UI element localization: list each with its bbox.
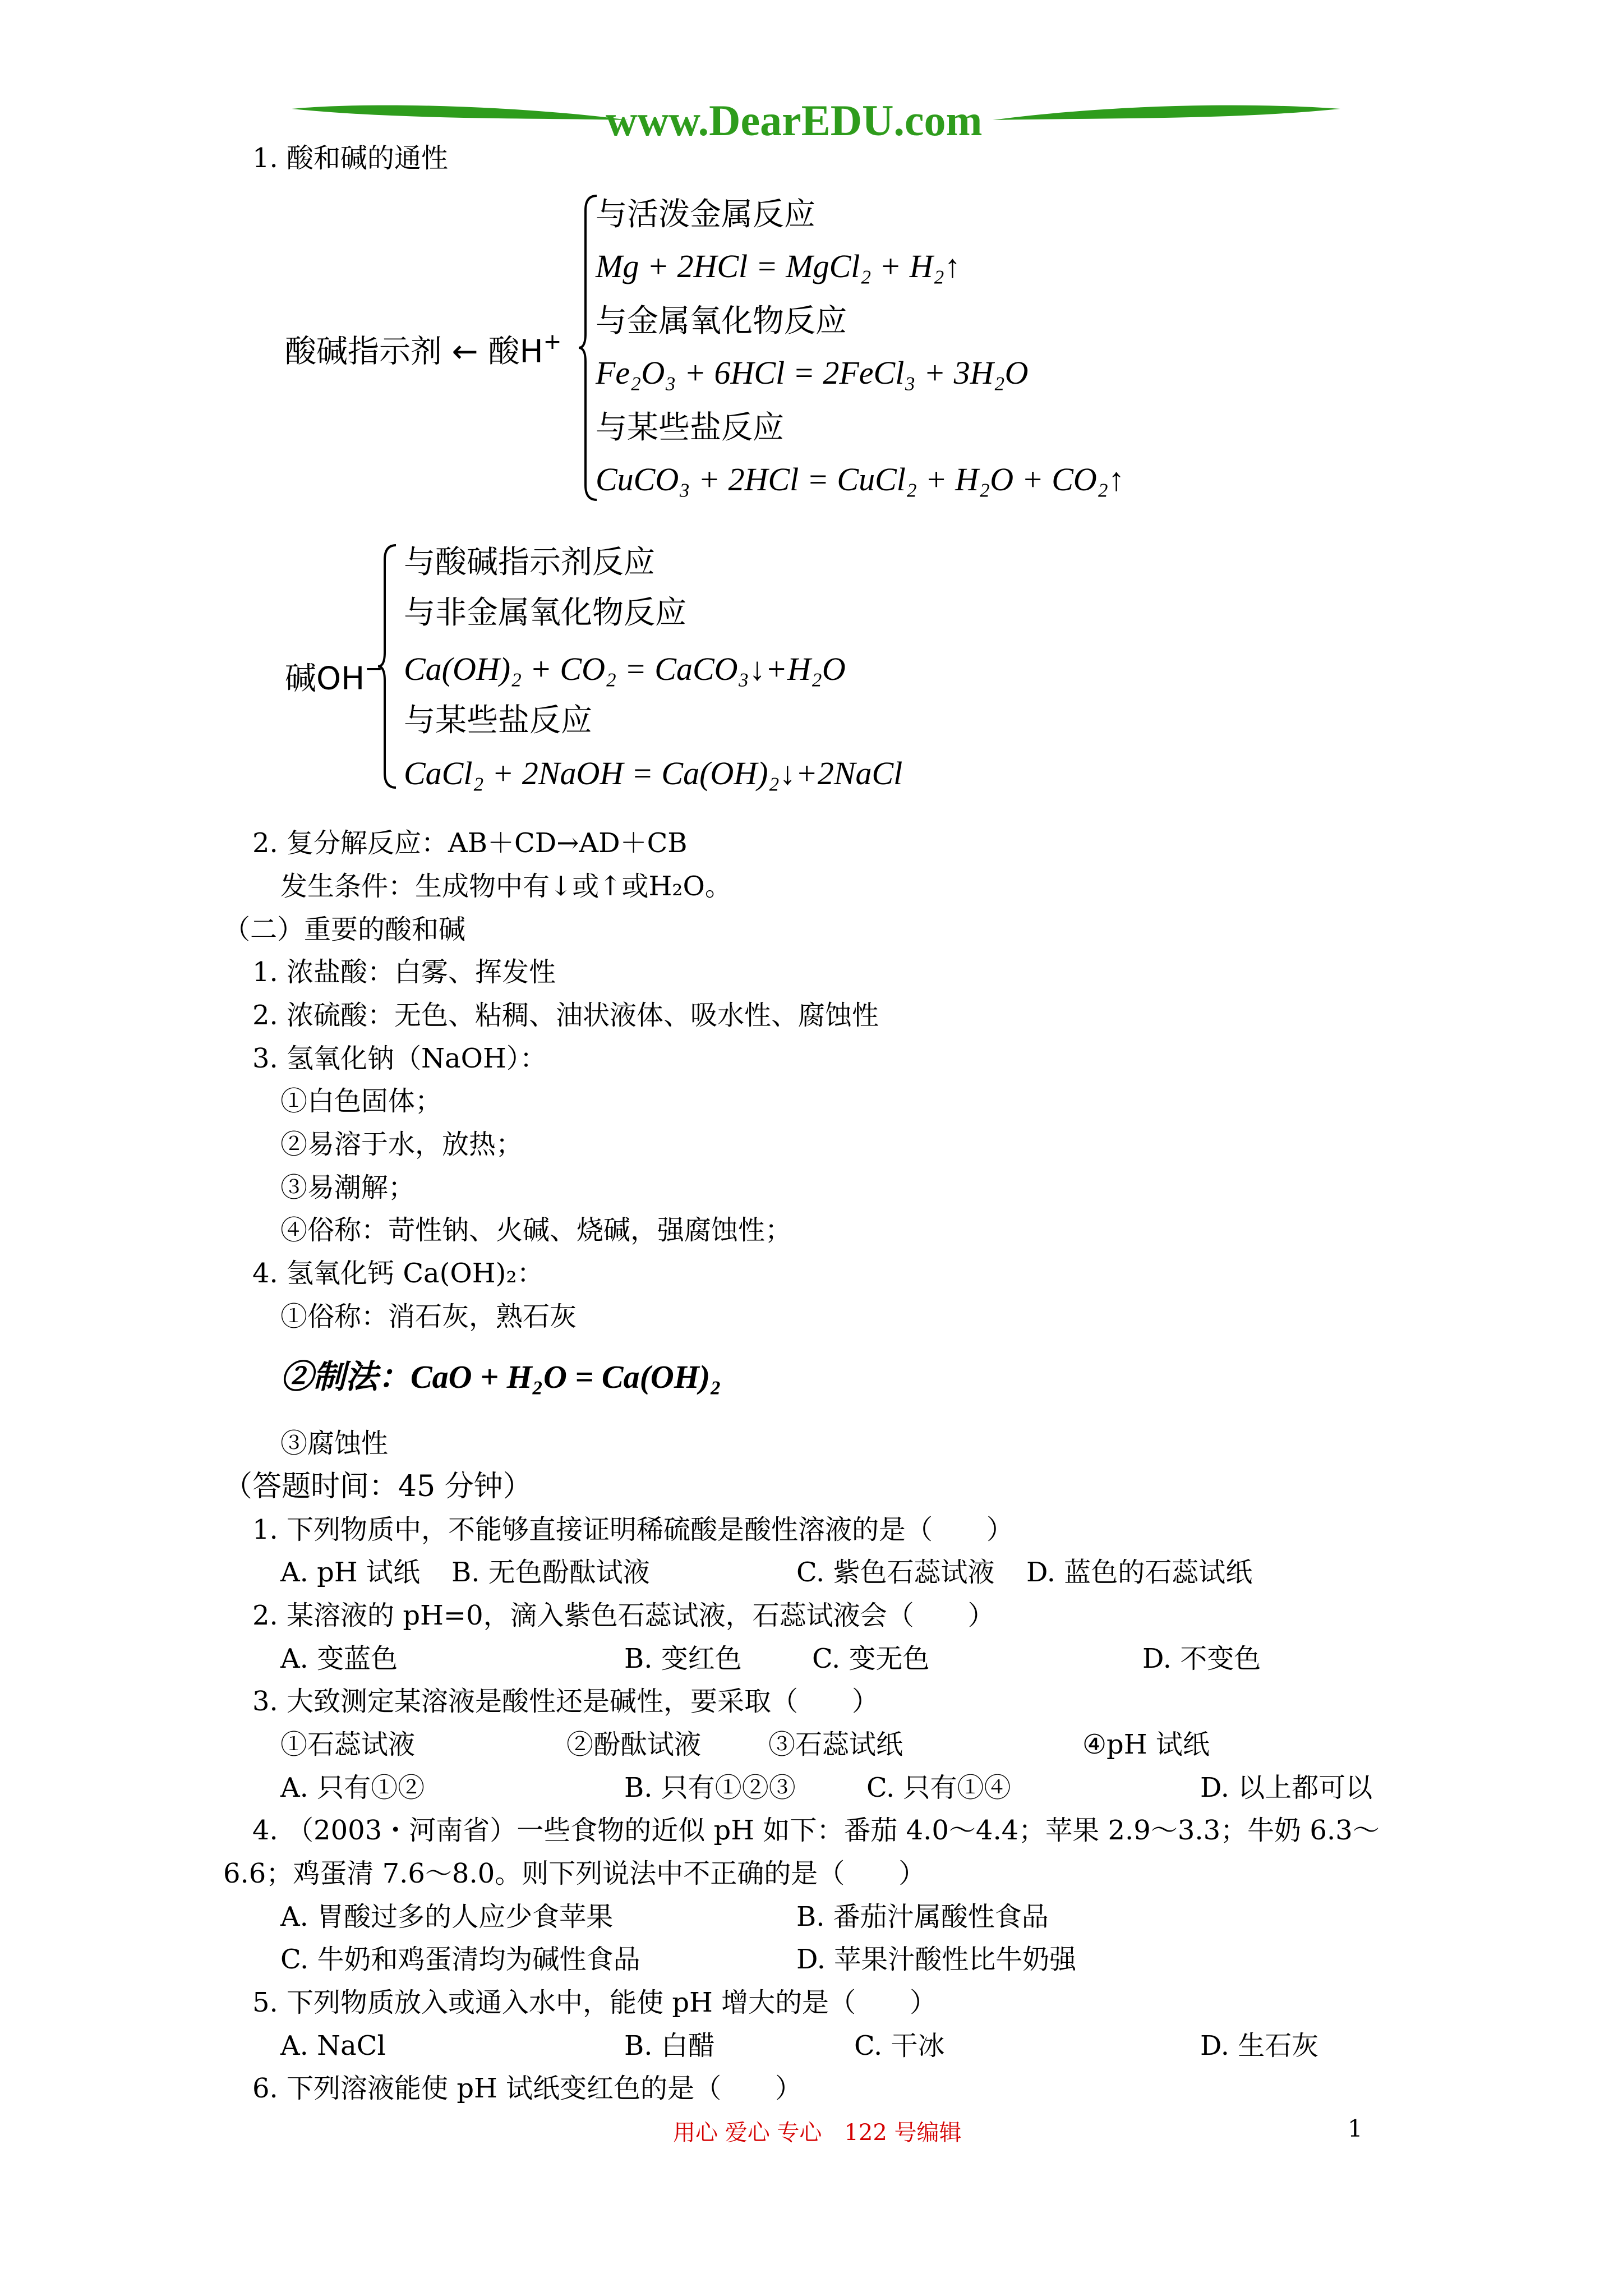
- q1-option-b[interactable]: B. 无色酚酞试液: [451, 1557, 650, 1588]
- q3-stem: 3. 大致测定某溶液是酸性还是碱性，要采取（ ）: [252, 1686, 879, 1717]
- base-eq-2: CaCl₂ + 2NaOH = Ca(OH)₂↓+2NaCl: [404, 755, 903, 792]
- acid-left-text: 酸碱指示剂 ← 酸H: [285, 333, 543, 370]
- q3-sub-4: ④pH 试纸: [1082, 1729, 1210, 1760]
- q4-option-a[interactable]: A. 胃酸过多的人应少食苹果: [280, 1901, 614, 1932]
- base-item-2: 与非金属氧化物反应: [404, 595, 686, 631]
- caoh2-prop-3: ③腐蚀性: [280, 1428, 389, 1459]
- q1-option-d[interactable]: D. 蓝色的石蕊试纸: [1026, 1557, 1253, 1588]
- naoh-prop-1: ①白色固体；: [280, 1085, 442, 1117]
- q4-option-d[interactable]: D. 苹果汁酸性比牛奶强: [796, 1944, 1077, 1975]
- hcl-line: 1. 浓盐酸：白雾、挥发性: [252, 956, 556, 988]
- base-left-label: [285, 650, 383, 699]
- page-number: 1: [1348, 2115, 1363, 2142]
- q3-sub-3: ③石蕊试纸: [768, 1729, 903, 1760]
- q4-option-b[interactable]: B. 番茄汁属酸性食品: [796, 1901, 1049, 1932]
- q5-option-b[interactable]: B. 白醋: [624, 2030, 715, 2062]
- base-eq-1: Ca(OH)₂ + CO₂ = CaCO₃↓+H₂O: [404, 651, 846, 687]
- q5-option-c[interactable]: C. 干冰: [854, 2030, 945, 2062]
- base-left-text: 碱OH: [285, 660, 365, 697]
- q2-stem: 2. 某溶液的 pH=0，滴入紫色石蕊试液，石蕊试液会（ ）: [252, 1600, 995, 1631]
- acid-charge: +: [543, 329, 562, 355]
- base-item-3: 与某些盐反应: [404, 702, 592, 739]
- q3-option-a[interactable]: A. 只有①②: [280, 1772, 425, 1803]
- caoh2-prop-1: ①俗称：消石灰，熟石灰: [280, 1301, 577, 1332]
- acid-eq-1: Mg + 2HCl = MgCl₂ + H₂↑: [596, 248, 961, 284]
- acid-brace: [578, 194, 600, 502]
- base-charge: −: [365, 656, 384, 682]
- site-title[interactable]: www.DearEDU.com: [606, 96, 983, 145]
- q6-stem: 6. 下列溶液能使 pH 试纸变红色的是（ ）: [252, 2073, 803, 2104]
- base-brace: [377, 543, 399, 790]
- q1-option-c[interactable]: C. 紫色石蕊试液: [796, 1557, 995, 1588]
- header-swoosh-right: [993, 101, 1340, 135]
- q3-option-d[interactable]: D. 以上都可以: [1200, 1772, 1373, 1803]
- q5-option-d[interactable]: D. 生石灰: [1200, 2030, 1319, 2062]
- q5-option-a[interactable]: A. NaCl: [280, 2030, 386, 2062]
- naoh-prop-2: ②易溶于水，放热；: [280, 1129, 523, 1160]
- q3-option-c[interactable]: C. 只有①④: [866, 1772, 1011, 1803]
- q5-stem: 5. 下列物质放入或通入水中，能使 pH 增大的是（ ）: [252, 1987, 937, 2018]
- q2-option-c[interactable]: C. 变无色: [812, 1643, 930, 1674]
- acid-left-label: [285, 323, 561, 372]
- q3-sub-1: ①石蕊试液: [280, 1729, 416, 1760]
- naoh-prop-3: ③易潮解；: [280, 1172, 416, 1203]
- q1-option-a[interactable]: A. pH 试纸: [280, 1557, 421, 1588]
- base-item-1: 与酸碱指示剂反应: [404, 544, 655, 581]
- q4-option-c[interactable]: C. 牛奶和鸡蛋清均为碱性食品: [280, 1944, 640, 1975]
- caoh2-line: 4. 氢氧化钙 Ca(OH)₂：: [252, 1258, 544, 1289]
- section2-heading: （二）重要的酸和碱: [223, 914, 466, 945]
- footer-text: 用心 爱心 专心 122 号编辑: [673, 2120, 962, 2146]
- q1-stem: 1. 下列物质中，不能够直接证明稀硫酸是酸性溶液的是（ ）: [252, 1514, 1014, 1545]
- caoh2-preparation: ②制法：CaO + H₂O = Ca(OH)₂: [280, 1359, 722, 1395]
- acid-eq-3: CuCO₃ + 2HCl = CuCl₂ + H₂O + CO₂↑: [596, 461, 1124, 498]
- q4-stem-continued: 6.6；鸡蛋清 7.6～8.0。则下列说法中不正确的是（ ）: [223, 1858, 926, 1889]
- acid-item-1: 与活泼金属反应: [596, 196, 815, 233]
- acid-item-3: 与某些盐反应: [596, 409, 784, 446]
- q2-option-d[interactable]: D. 不变色: [1142, 1643, 1261, 1674]
- exam-time: （答题时间：45 分钟）: [223, 1470, 532, 1503]
- acid-eq-2: Fe₂O₃ + 6HCl = 2FeCl₃ + 3H₂O: [596, 355, 1029, 391]
- naoh-line: 3. 氢氧化钠（NaOH）：: [252, 1043, 547, 1074]
- q4-stem: 4. （2003・河南省）一些食物的近似 pH 如下：番茄 4.0～4.4；苹果 2.9～3.3；牛奶 6.3～: [252, 1815, 1380, 1846]
- q2-option-b[interactable]: B. 变红色: [624, 1643, 742, 1674]
- q3-option-b[interactable]: B. 只有①②③: [624, 1772, 796, 1803]
- section1-heading: 1. 酸和碱的通性: [252, 142, 449, 174]
- acid-item-2: 与金属氧化物反应: [596, 303, 847, 339]
- q2-option-a[interactable]: A. 变蓝色: [280, 1643, 398, 1674]
- h2so4-line: 2. 浓硫酸：无色、粘稠、油状液体、吸水性、腐蚀性: [252, 1000, 879, 1031]
- double-decomposition: 2. 复分解反应：AB＋CD→AD＋CB: [252, 827, 688, 859]
- header-swoosh-left: [292, 101, 639, 135]
- naoh-prop-4: ④俗称：苛性钠、火碱、烧碱，强腐蚀性；: [280, 1214, 792, 1246]
- q3-sub-2: ②酚酞试液: [566, 1729, 702, 1760]
- conditions: 发生条件：生成物中有↓或↑或H₂O。: [280, 871, 732, 902]
